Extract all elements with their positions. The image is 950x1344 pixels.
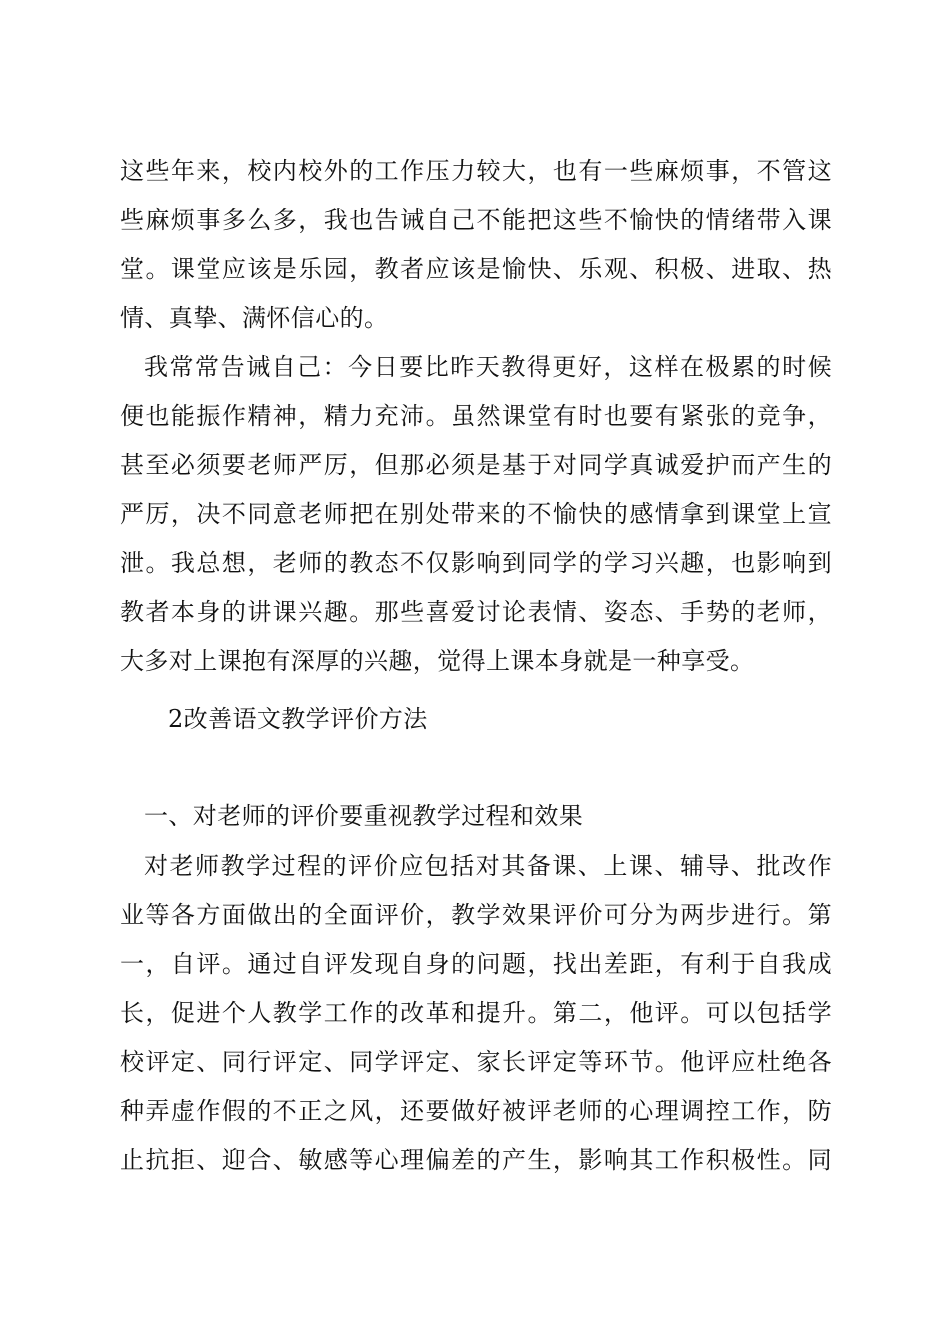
- paragraph-line: 些麻烦事多么多，我也告诫自己不能把这些不愉快的情绪带入课: [120, 206, 832, 234]
- paragraph-line: 堂。课堂应该是乐园，教者应该是愉快、乐观、积极、进取、热: [120, 255, 832, 283]
- paragraph-line: 种弄虚作假的不正之风，还要做好被评老师的心理调控工作，防: [120, 1097, 832, 1125]
- paragraph-line: 止抗拒、迎合、敏感等心理偏差的产生，影响其工作积极性。同: [120, 1146, 832, 1174]
- paragraph-line: 我常常告诫自己：今日要比昨天教得更好，这样在极累的时候: [144, 353, 832, 381]
- paragraph-line: 情、真挚、满怀信心的。: [120, 304, 389, 332]
- paragraph-line: 甚至必须要老师严厉，但那必须是基于对同学真诚爱护而产生的: [120, 451, 832, 479]
- paragraph-line: 教者本身的讲课兴趣。那些喜爱讨论表情、姿态、手势的老师，: [120, 598, 832, 626]
- paragraph-line: 大多对上课抱有深厚的兴趣，觉得上课本身就是一种享受。: [120, 647, 755, 675]
- paragraph-line: 这些年来，校内校外的工作压力较大，也有一些麻烦事，不管这: [120, 157, 832, 185]
- paragraph-line: 校评定、同行评定、同学评定、家长评定等环节。他评应杜绝各: [120, 1048, 832, 1076]
- paragraph-line: 长，促进个人教学工作的改革和提升。第二，他评。可以包括学: [120, 999, 832, 1027]
- paragraph-line: 严厉，决不同意老师把在别处带来的不愉快的感情拿到课堂上宣: [120, 500, 832, 528]
- paragraph-line: 泄。我总想，老师的教态不仅影响到同学的学习兴趣，也影响到: [120, 549, 832, 577]
- subsection-heading: 一、对老师的评价要重视教学过程和效果: [144, 802, 584, 830]
- section-heading: 2改善语文教学评价方法: [168, 705, 428, 733]
- paragraph-line: 业等各方面做出的全面评价，教学效果评价可分为两步进行。第: [120, 901, 832, 929]
- paragraph-line: 一，自评。通过自评发现自身的问题，找出差距，有利于自我成: [120, 950, 832, 978]
- paragraph-line: 便也能振作精神，精力充沛。虽然课堂有时也要有紧张的竞争，: [120, 402, 832, 430]
- paragraph-line: 对老师教学过程的评价应包括对其备课、上课、辅导、批改作: [144, 852, 832, 880]
